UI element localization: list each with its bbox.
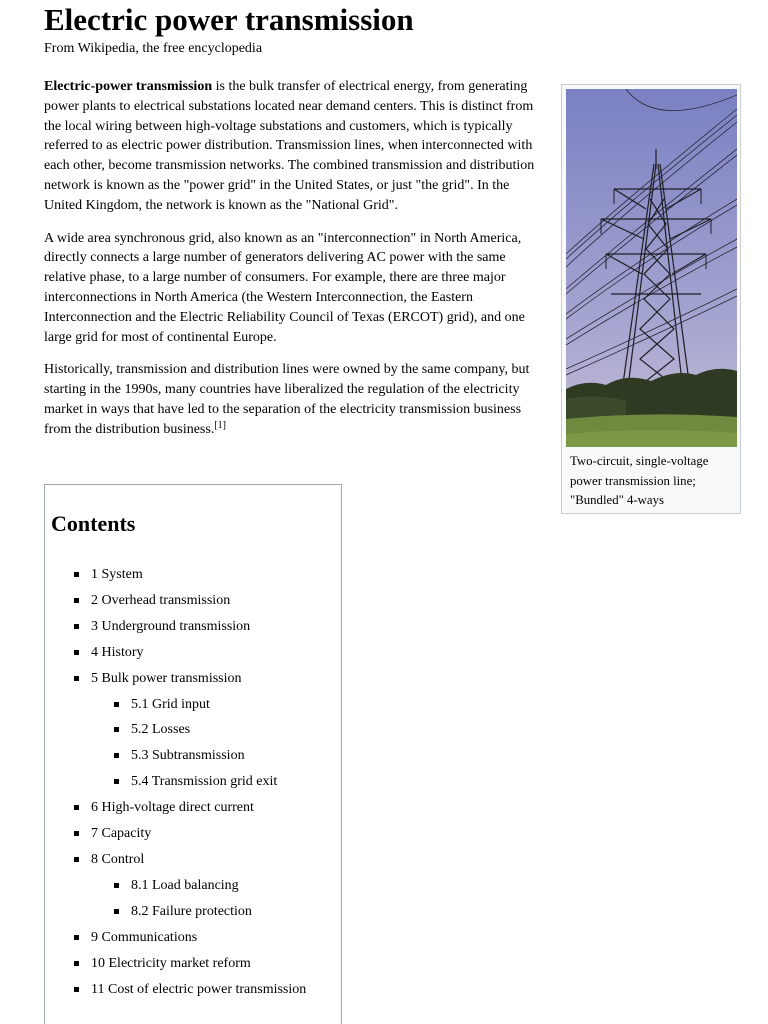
bullet-icon [74, 961, 79, 966]
toc-item-label[interactable]: 1 System [91, 567, 143, 582]
paragraph-text: is the bulk transfer of electrical energy, from generating power plants to electrical substations located near demand centers. This is distinct from the local wiring between high-voltage substations and customers, which is typically referred to as electric power distribution. Transmission lines, when interconnected with each other, become transmission networks. The combined transmission and distribution network is known as the "power grid" in the United States, or just "the grid". In the United Kingdom, the network is known as the "National Grid". [44, 79, 535, 213]
bullet-icon [74, 857, 79, 862]
page-title: Electric power transmission [44, 2, 414, 37]
toc-heading: Contents [51, 511, 136, 536]
reference-link[interactable]: [1] [214, 419, 226, 431]
toc-item-label[interactable]: 9 Communications [91, 929, 198, 945]
toc-item[interactable] [74, 614, 342, 640]
toc-list [74, 562, 342, 1002]
toc-item[interactable] [74, 795, 342, 821]
bullet-icon [114, 702, 119, 707]
toc-item-label[interactable]: 11 Cost of electric power transmission [91, 981, 307, 997]
toc-subitem[interactable] [114, 899, 342, 925]
paragraph-text: A wide area synchronous grid, also known as an "interconnection" in North America, directly connects a large number of generators delivering AC power with the same relative phase, to a large number of consumers. For example, there are three major interconnections in North America (the Western Interconnection, the Eastern Interconnection and the Electric Reliability Council of Texas (ERCOT) grid), and one large grid for most of continental Europe. [44, 230, 525, 345]
toc-subitem[interactable] [114, 743, 342, 769]
toc-subitem-label[interactable]: 5.2 Losses [131, 722, 191, 738]
bullet-icon [74, 935, 79, 940]
bullet-icon [74, 676, 79, 681]
bullet-icon [74, 805, 79, 810]
bullet-icon [74, 831, 79, 836]
image-caption: Two-circuit, single-voltage power transmission line; "Bundled" 4-ways [570, 454, 709, 507]
toc-item[interactable] [74, 977, 342, 1003]
bullet-icon [74, 572, 79, 577]
bullet-icon [74, 987, 79, 992]
intro-paragraph-1 [44, 77, 544, 216]
toc-item-label[interactable]: 5 Bulk power transmission [91, 670, 242, 686]
bullet-icon [74, 650, 79, 655]
toc-sublist [114, 873, 342, 925]
toc-item-label[interactable]: 6 High-voltage direct current [91, 800, 254, 816]
toc-subitem[interactable] [114, 769, 342, 795]
toc-item-label[interactable]: 8 Control [91, 851, 145, 867]
article-body [44, 77, 544, 453]
toc-item-label[interactable]: 7 Capacity [91, 826, 152, 842]
infobox-thumbnail [561, 84, 741, 514]
toc-subitem[interactable] [114, 873, 342, 899]
lead-term: Electric-power transmission [44, 79, 213, 94]
intro-paragraph-2 [44, 229, 544, 348]
toc-subitem[interactable] [114, 692, 342, 718]
transmission-tower-photo[interactable] [566, 89, 737, 447]
bullet-icon [114, 883, 119, 888]
toc-sublist [114, 692, 342, 796]
table-of-contents [44, 484, 342, 1024]
toc-item[interactable] [74, 562, 342, 588]
toc-item[interactable] [74, 588, 342, 614]
toc-subitem-label[interactable]: 5.4 Transmission grid exit [131, 774, 278, 790]
bullet-icon [114, 727, 119, 732]
bullet-icon [74, 598, 79, 603]
toc-subitem-label[interactable]: 5.3 Subtransmission [131, 748, 245, 764]
toc-item-label[interactable]: 3 Underground transmission [91, 618, 251, 634]
paragraph-text: Historically, transmission and distribution lines were owned by the same company, but starting in the 1990s, many countries have liberalized the regulation of the electricity market in ways that have led to the separation of the electricity transmission business from the distribution business. [44, 362, 530, 437]
toc-item[interactable] [74, 951, 342, 977]
intro-paragraph-3 [44, 360, 544, 439]
toc-item[interactable] [74, 640, 342, 666]
toc-subitem-label[interactable]: 8.1 Load balancing [131, 877, 239, 893]
toc-subitem-label[interactable]: 8.2 Failure protection [131, 903, 252, 919]
toc-item-label[interactable]: 4 History [91, 644, 144, 660]
bullet-icon [114, 753, 119, 758]
bullet-icon [74, 624, 79, 629]
toc-item-label[interactable]: 10 Electricity market reform [91, 955, 251, 971]
toc-item[interactable] [74, 847, 342, 925]
site-tagline: From Wikipedia, the free encyclopedia [44, 41, 263, 56]
bullet-icon [114, 779, 119, 784]
toc-subitem-label[interactable]: 5.1 Grid input [131, 696, 210, 712]
bullet-icon [114, 909, 119, 914]
toc-item[interactable] [74, 821, 342, 847]
toc-item[interactable] [74, 666, 342, 796]
toc-subitem[interactable] [114, 717, 342, 743]
toc-item-label[interactable]: 2 Overhead transmission [91, 592, 231, 608]
toc-item[interactable] [74, 925, 342, 951]
